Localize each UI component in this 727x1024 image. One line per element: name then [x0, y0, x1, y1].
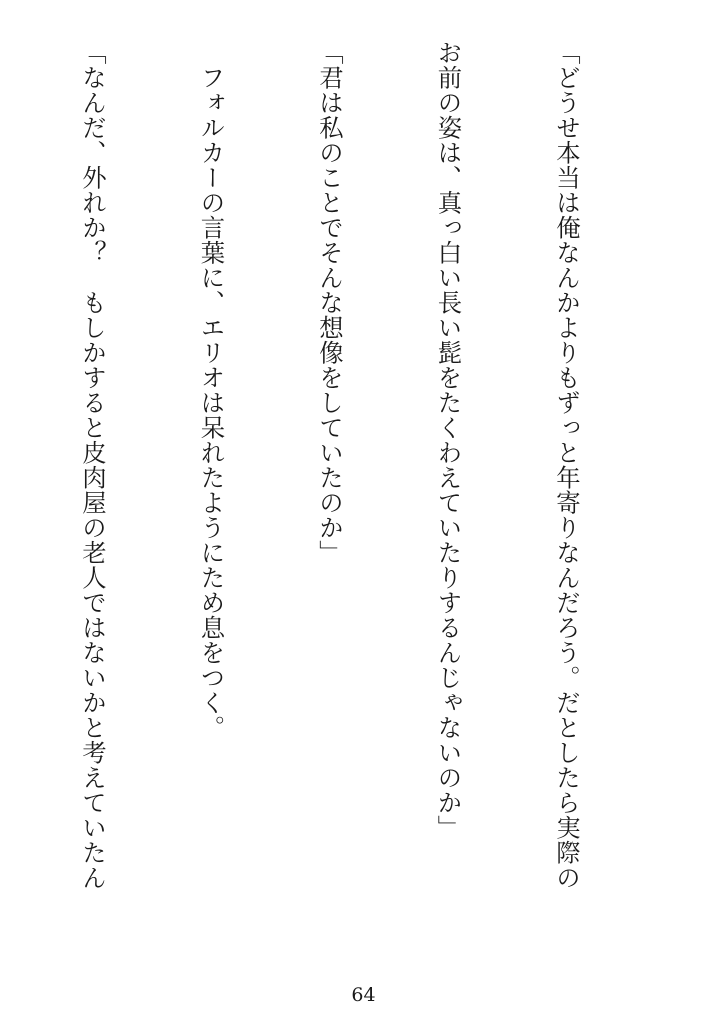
page-number: 64: [351, 984, 376, 1006]
vertical-text-block: [0, 40, 665, 970]
text-line: お前の姿は、真っ白い長い髭をたくわえていたりするんじゃないのか」: [433, 40, 463, 840]
text-line: 「なんだ、外れか？ もしかすると皮肉屋の老人ではないかと考えていたん: [78, 40, 107, 890]
text-line: フォルカーの言葉に、エリオは呆れたようにため息をつく。: [196, 40, 226, 740]
text-line: 「君は私のことでそんな想像をしていたのか」: [315, 40, 344, 565]
text-line: 「どうせ本当は俺なんかよりもずっと年寄りなんだろう。だとしたら実際の: [552, 40, 581, 890]
